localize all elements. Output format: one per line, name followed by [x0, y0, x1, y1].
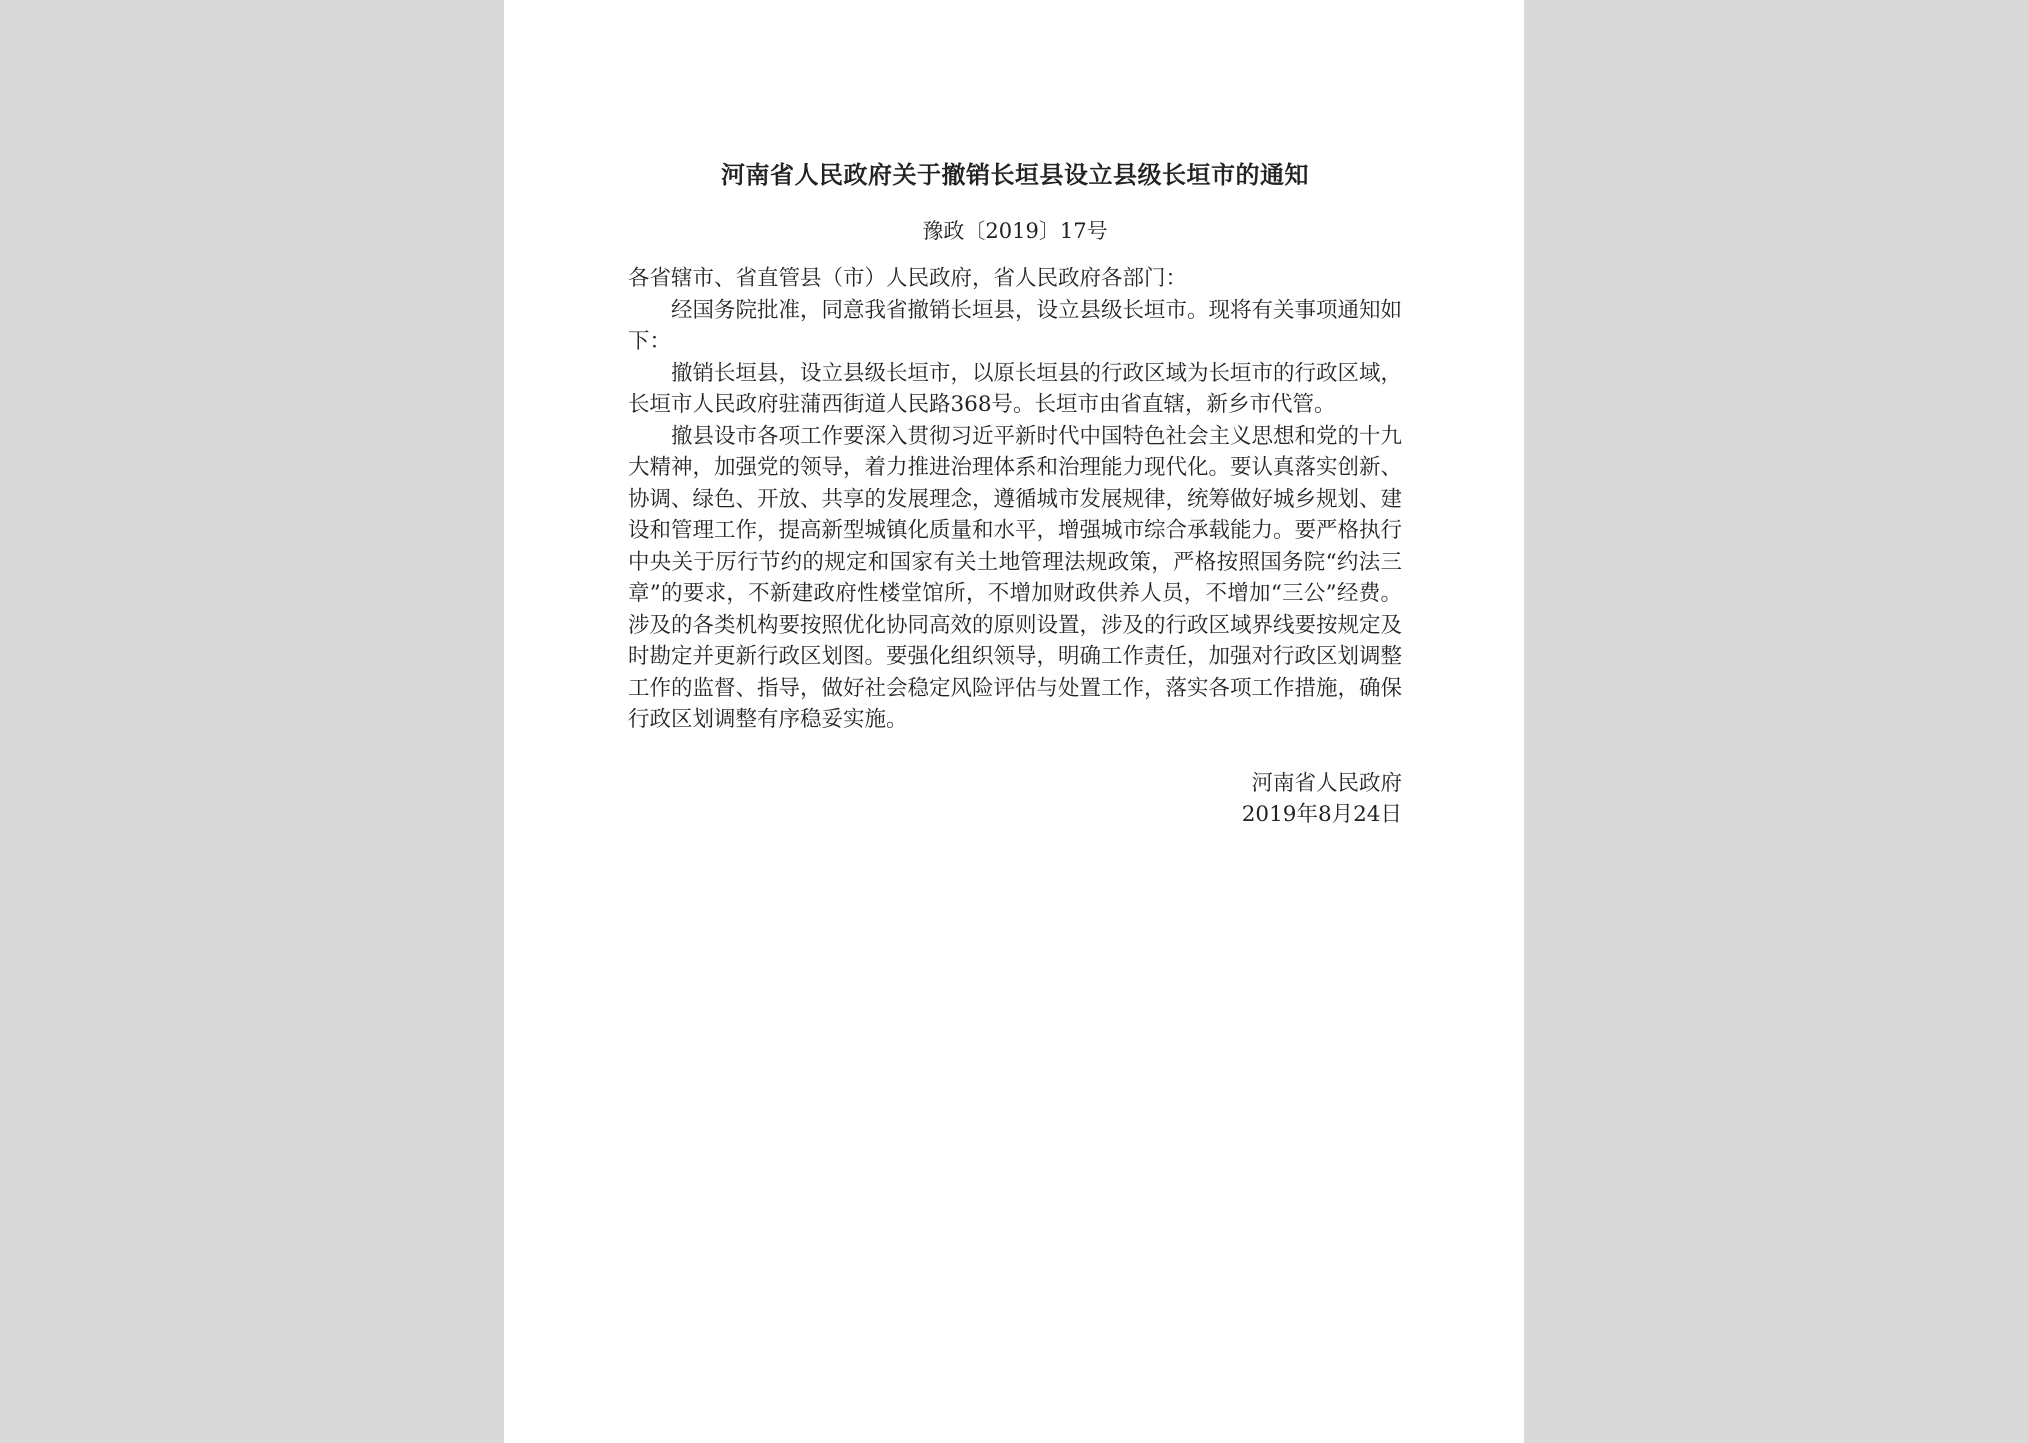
- paragraph-1: 经国务院批准，同意我省撤销长垣县，设立县级长垣市。现将有关事项通知如下：: [628, 297, 1403, 354]
- signature-block: [628, 768, 1402, 831]
- document-number: 豫政〔2019〕17号: [922, 219, 1108, 243]
- salutation: 各省辖市、省直管县（市）人民政府，省人民政府各部门：: [628, 266, 1188, 291]
- issuer-name: 河南省人民政府: [1251, 770, 1402, 796]
- document-title: 河南省人民政府关于撤销长垣县设立县级长垣市的通知: [721, 160, 1309, 189]
- document-content: [628, 155, 1402, 831]
- paragraph-3: 撤县设市各项工作要深入贯彻习近平新时代中国特色社会主义思想和党的十九大精神，加强党的领导，着力推进治理体系和治理能力现代化。要认真落实创新、协调、绿色、开放、共享的发展理念，遵循城市发展规律，统筹做好城乡规划、建设和管理工作，提高新型城镇化质量和水平，增强城市综合承载能力。要严格执行中央关于厉行节约的规定和国家有关土地管理法规政策，严格按照国务院“约法三章”的要求，不新建政府性楼堂馆所，不增加财政供养人员，不增加“三公”经费。涉及的各类机构要按照优化协同高效的原则设置，涉及的行政区域界线要按规定及时勘定并更新行政区划图。要强化组织领导，明确工作责任，加强对行政区划调整工作的监督、指导，做好社会稳定风险评估与处置工作，落实各项工作措施，确保行政区划调整有序稳妥实施。: [628, 423, 1403, 732]
- paragraph-2: 撤销长垣县，设立县级长垣市，以原长垣县的行政区域为长垣市的行政区域，长垣市人民政府驻蒲西街道人民路368号。长垣市由省直辖，新乡市代管。: [628, 360, 1403, 417]
- issue-date: 2019年8月24日: [1241, 802, 1402, 827]
- document-page: [504, 0, 1524, 1443]
